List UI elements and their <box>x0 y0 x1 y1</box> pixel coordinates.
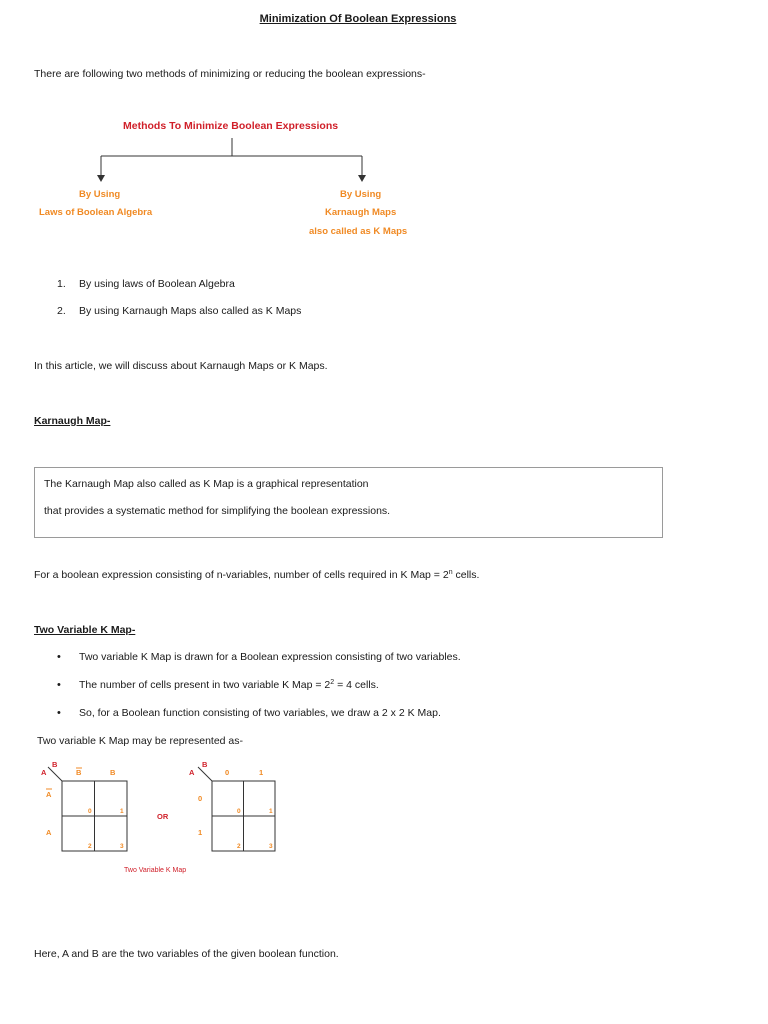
diagram-connectors <box>0 110 768 190</box>
intro-paragraph: There are following two methods of minimizing or reducing the boolean expressions- <box>34 68 426 80</box>
kmap-cell-number: 1 <box>269 808 273 815</box>
bullet-icon: • <box>57 679 61 691</box>
closing-paragraph: Here, A and B are the two variables of the given boolean function. <box>34 948 339 960</box>
cells-formula-suffix: cells. <box>452 569 480 581</box>
kmap-var-b-label: B <box>52 760 58 769</box>
cells-formula <box>34 569 479 582</box>
kmap-cell-number: 0 <box>237 808 241 815</box>
kmap-cell-number: 3 <box>120 843 124 850</box>
represented-as: Two variable K Map may be represented as- <box>37 735 244 747</box>
kmap-figure <box>30 755 310 885</box>
kmap-row-a-label: A <box>46 828 52 837</box>
kmap-var-a-label: A <box>189 768 195 777</box>
list-item-number: 1. <box>57 278 66 290</box>
kmap-cell-number: 0 <box>88 808 92 815</box>
kmap-caption: Two Variable K Map <box>124 867 187 874</box>
kmap-cell-number: 2 <box>88 843 92 850</box>
list-item-number: 2. <box>57 305 66 317</box>
kmap-col-b-bar-label: B <box>76 768 82 777</box>
kmap-cell-number: 3 <box>269 843 273 850</box>
kmap-col-0-label: 0 <box>225 768 230 777</box>
kmap-cell-number: 1 <box>120 808 124 815</box>
list-item: By using laws of Boolean Algebra <box>79 278 235 290</box>
right-branch-line3: also called as K Maps <box>309 226 408 237</box>
kmap-col-1-label: 1 <box>259 768 264 777</box>
cells-formula-text: For a boolean expression consisting of n-variables, number of cells required in K Map = 2 <box>34 569 449 581</box>
bullet-item-exponent: 2 <box>330 679 335 686</box>
kmap-heading: Karnaugh Map- <box>34 415 111 427</box>
bullet-icon: • <box>57 707 61 719</box>
kmap-grid-lines <box>30 755 310 855</box>
left-branch-line1: By Using <box>79 189 121 200</box>
article-note: In this article, we will discuss about Karnaugh Maps or K Maps. <box>34 360 328 372</box>
kmap-row-a-bar-label: A <box>46 790 52 799</box>
left-branch-line2: Laws of Boolean Algebra <box>39 207 153 218</box>
kmap-var-b-label: B <box>202 760 208 769</box>
list-item: By using Karnaugh Maps also called as K Maps <box>79 305 302 317</box>
left-arrow-icon <box>97 175 105 182</box>
bullet-icon: • <box>57 651 61 663</box>
kmap-col-b-label: B <box>110 768 116 777</box>
definition-line1: The Karnaugh Map also called as K Map is a graphical representation <box>44 478 369 490</box>
right-branch-line1: By Using <box>340 189 382 200</box>
methods-diagram <box>0 110 768 240</box>
kmap-var-a-label: A <box>41 768 47 777</box>
bullet-item-text: The number of cells present in two variable K Map = 2 <box>79 679 331 691</box>
definition-line2: that provides a systematic method for simplifying the boolean expressions. <box>44 505 391 517</box>
kmap-row-1-label: 1 <box>198 828 203 837</box>
bullet-item: So, for a Boolean function consisting of two variables, we draw a 2 x 2 K Map. <box>79 707 441 719</box>
kmap-cell-number: 2 <box>237 843 241 850</box>
definition-box <box>34 467 663 538</box>
diagram-root-label: Methods To Minimize Boolean Expressions <box>123 120 339 132</box>
kmap-row-0-label: 0 <box>198 794 203 803</box>
bullet-item-suffix: = 4 cells. <box>334 679 379 691</box>
bullet-item: Two variable K Map is drawn for a Boolean expression consisting of two variables. <box>79 651 461 663</box>
kmap-or-label: OR <box>157 812 169 821</box>
right-branch-line2: Karnaugh Maps <box>325 207 397 218</box>
bullet-item <box>79 679 379 692</box>
two-var-heading: Two Variable K Map- <box>34 624 136 636</box>
right-arrow-icon <box>358 175 366 182</box>
page-title: Minimization Of Boolean Expressions <box>259 13 457 25</box>
cells-formula-exponent: n <box>448 569 453 576</box>
